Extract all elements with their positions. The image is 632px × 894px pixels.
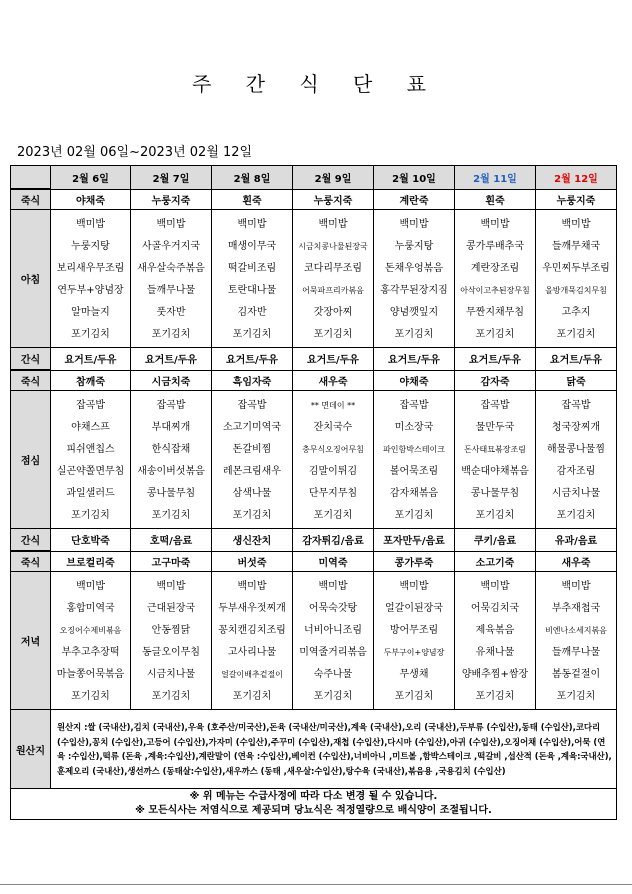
- meal-cell: [131, 391, 212, 529]
- menu-item: 들깨무채국: [551, 241, 601, 252]
- menu-item: 백미밥: [237, 219, 267, 230]
- meal-cell: [212, 210, 293, 348]
- menu-item: 알마늘지: [71, 307, 110, 318]
- meal-cell: [455, 391, 536, 529]
- menu-item: 해물콩나물찜: [547, 444, 605, 455]
- porridge-cell: 콩가루죽: [374, 551, 455, 572]
- meal-cell: [293, 391, 374, 529]
- afternoon-snack-row: [11, 529, 617, 552]
- snack-cell: 요거트/두유: [455, 348, 536, 371]
- snack-cell: 유과/음료: [536, 529, 617, 552]
- menu-item: 무짠지채무침: [466, 307, 524, 318]
- menu-item: 백미밥: [318, 219, 348, 230]
- corner-cell: [11, 166, 51, 190]
- menu-item: 포기김치: [394, 691, 434, 702]
- snack-cell: 쿠키/음료: [455, 529, 536, 552]
- menu-item: 백미밥: [399, 581, 429, 592]
- menu-item: 올방개묵김치무침: [545, 286, 607, 295]
- porridge-cell: 누룽지죽: [131, 189, 212, 210]
- snack-cell: 호떡/음료: [131, 529, 212, 552]
- menu-item: 미역줄거리볶음: [299, 647, 367, 658]
- menu-item: 백미밥: [480, 581, 510, 592]
- menu-item: 동글오이무침: [142, 647, 200, 658]
- menu-item: 어묵파프리카볶음: [302, 286, 364, 295]
- menu-item: 포기김치: [151, 510, 191, 521]
- menu-item: 백순대야채볶음: [461, 466, 529, 477]
- menu-item: 포기김치: [151, 329, 191, 340]
- porridge-cell: 참깨죽: [51, 370, 131, 391]
- menu-item: 어묵숙갓탕: [308, 603, 358, 614]
- menu-item: 백미밥: [561, 219, 591, 230]
- snack-cell: 생신잔치: [212, 529, 293, 552]
- menu-item: 홍각무된장지짐: [380, 285, 448, 296]
- menu-item: 포기김치: [556, 510, 596, 521]
- menu-item: 근대된장국: [146, 603, 196, 614]
- menu-item: 과일샐러드: [66, 488, 115, 499]
- menu-item: 매생이무국: [227, 241, 277, 252]
- meal-cell: [51, 210, 131, 348]
- lunch-row: [11, 391, 617, 529]
- menu-item: 포기김치: [556, 691, 596, 702]
- menu-item: 계란장조림: [470, 263, 520, 274]
- row-label: 원산지: [11, 710, 51, 789]
- row-label: 저녁: [11, 572, 51, 710]
- meal-cell: [293, 572, 374, 710]
- menu-item: 파인함박스테이크: [383, 445, 445, 454]
- menu-item: 김말이튀김: [308, 466, 358, 477]
- menu-item: 콩나물무침: [470, 488, 520, 499]
- menu-item: 안동찜닭: [151, 625, 191, 636]
- menu-item: 포기김치: [394, 329, 434, 340]
- menu-item: 볼어묵조림: [389, 466, 439, 477]
- menu-item: 오징어수제비볶음: [59, 626, 122, 635]
- porridge-cell: 누룽지죽: [536, 189, 617, 210]
- snack-cell: 단호박죽: [51, 529, 131, 552]
- menu-item: 잡곡밥: [76, 400, 105, 411]
- note-line: ※ 모든식사는 저염식으로 제공되며 당뇨식은 적정열량으로 배식양이 조절됩니다.: [135, 805, 492, 816]
- porridge-cell: 흑임자죽: [212, 370, 293, 391]
- snack-cell: 요거트/두유: [212, 348, 293, 371]
- snack-cell: 감자튀김/음료: [293, 529, 374, 552]
- snack-cell: 요거트/두유: [51, 348, 131, 371]
- meal-cell: [374, 572, 455, 710]
- snack-cell: 요거트/두유: [131, 348, 212, 371]
- snack-cell: 요거트/두유: [293, 348, 374, 371]
- menu-item: 숙주나물: [313, 669, 353, 680]
- day-header: 2월 10일: [374, 166, 455, 190]
- day-header: 2월 7일: [131, 166, 212, 190]
- menu-item: 시금치콩나물된장국: [298, 242, 368, 251]
- menu-item: 사골우거지국: [142, 241, 200, 252]
- menu-item: 감자조림: [556, 466, 596, 477]
- menu-item: 꽁치캔김치조림: [218, 625, 286, 636]
- meal-cell: [212, 572, 293, 710]
- dinner-row: [11, 572, 617, 710]
- menu-item: 포기김치: [151, 691, 191, 702]
- row-label: 아침: [11, 210, 51, 348]
- menu-item: 콩나물무침: [146, 488, 196, 499]
- dinner-porridge-row: [11, 551, 617, 572]
- meal-cell: [51, 572, 131, 710]
- menu-item: 제육볶음: [475, 625, 515, 636]
- porridge-cell: 누룽지죽: [293, 189, 374, 210]
- snack-cell: 포자만두/음료: [374, 529, 455, 552]
- menu-item: 누룽지탕: [71, 241, 110, 252]
- menu-item: 백미밥: [561, 581, 591, 592]
- menu-item: 포기김치: [313, 691, 353, 702]
- menu-item: 청국장찌개: [551, 422, 601, 433]
- header-row: [11, 166, 617, 190]
- porridge-cell: 미역죽: [293, 551, 374, 572]
- menu-item: 잡곡밥: [480, 400, 510, 411]
- porridge-cell: 흰죽: [212, 189, 293, 210]
- menu-item: 감자채볶음: [389, 488, 439, 499]
- lunch-porridge-row: [11, 370, 617, 391]
- menu-item: 무생채: [399, 669, 429, 680]
- menu-item: 풋자반: [156, 307, 186, 318]
- menu-item: 포기김치: [313, 510, 353, 521]
- menu-item: 부대찌개: [151, 422, 191, 433]
- menu-item: 시금치나물: [146, 669, 196, 680]
- menu-item: 얼갈이배추겉절이: [221, 670, 283, 679]
- row-label: 간식: [11, 348, 51, 371]
- menu-item: 방어무조림: [389, 625, 439, 636]
- menu-item: 백미밥: [156, 581, 186, 592]
- menu-item: 백미밥: [480, 219, 510, 230]
- day-header: 2월 9일: [293, 166, 374, 190]
- menu-item: 비엔나소세지볶음: [545, 626, 607, 635]
- note-line: ※ 위 메뉴는 수급사정에 따라 다소 변경 될 수 있습니다.: [189, 791, 438, 802]
- porridge-cell: 시금치죽: [131, 370, 212, 391]
- menu-item: ** 면데이 **: [310, 401, 356, 410]
- menu-item: 홍합미역국: [66, 603, 115, 614]
- meal-cell: [536, 572, 617, 710]
- porridge-cell: 브로컬리죽: [51, 551, 131, 572]
- menu-item: 잡곡밥: [399, 400, 429, 411]
- menu-item: 단무지무침: [308, 488, 358, 499]
- menu-item: 백미밥: [76, 219, 105, 230]
- menu-item: 포기김치: [232, 691, 272, 702]
- menu-item: 두부새우젓찌개: [218, 603, 286, 614]
- menu-item: 아삭이고추된장무침: [460, 286, 530, 295]
- menu-item: 잔치국수: [313, 422, 353, 433]
- breakfast-row: [11, 210, 617, 348]
- porridge-cell: 새우죽: [293, 370, 374, 391]
- menu-item: 보리새우무조림: [56, 263, 125, 274]
- menu-item: 백미밥: [76, 581, 105, 592]
- menu-item: 연두부+양념장: [57, 285, 124, 296]
- menu-item: 포기김치: [475, 510, 515, 521]
- menu-item: 삼색나물: [232, 488, 272, 499]
- row-label: 죽식: [11, 551, 51, 572]
- notes-row: [11, 789, 617, 820]
- menu-item: 백미밥: [156, 219, 186, 230]
- menu-item: 우민찌두부조림: [542, 263, 610, 274]
- meal-cell: [536, 210, 617, 348]
- menu-item: 포기김치: [394, 510, 434, 521]
- menu-item: 백미밥: [318, 581, 348, 592]
- menu-item: 레몬크림새우: [223, 466, 281, 477]
- meal-cell: [212, 391, 293, 529]
- meal-cell: [536, 391, 617, 529]
- menu-item: 갓장아찌: [313, 307, 353, 318]
- porridge-cell: 소고기죽: [455, 551, 536, 572]
- meal-cell: [131, 210, 212, 348]
- menu-item: 들깨무나물: [551, 647, 601, 658]
- notes-cell: [11, 789, 617, 820]
- menu-item: 소고기미역국: [223, 422, 281, 433]
- menu-item: 충무식오징어무침: [302, 445, 364, 454]
- menu-item: 새우살숙주볶음: [137, 263, 205, 274]
- menu-item: 토란대나물: [227, 285, 277, 296]
- day-header-sunday: 2월 12일: [536, 166, 617, 190]
- date-range: 2023년 02월 06일~2023년 02월 12일: [17, 145, 253, 160]
- menu-item: 백미밥: [399, 219, 429, 230]
- menu-item: 야채스프: [71, 422, 110, 433]
- porridge-cell: 계란죽: [374, 189, 455, 210]
- meal-cell: [293, 210, 374, 348]
- menu-item: 포기김치: [71, 691, 110, 702]
- menu-item: 코다리무조림: [304, 263, 362, 274]
- row-label: 간식: [11, 529, 51, 552]
- meal-cell: [455, 210, 536, 348]
- menu-item: 미소장국: [394, 422, 434, 433]
- menu-item: 마늘쫑어묵볶음: [56, 669, 125, 680]
- breakfast-porridge-row: [11, 189, 617, 210]
- meal-cell: [455, 572, 536, 710]
- day-header: 2월 8일: [212, 166, 293, 190]
- menu-item: 양념깻잎지: [389, 307, 439, 318]
- snack-cell: 요거트/두유: [536, 348, 617, 371]
- menu-item: 포기김치: [232, 510, 272, 521]
- row-label: 점심: [11, 391, 51, 529]
- morning-snack-row: [11, 348, 617, 371]
- menu-item: 고추지: [561, 307, 591, 318]
- menu-item: 시금치나물: [551, 488, 601, 499]
- menu-item: 포기김치: [556, 329, 596, 340]
- menu-item: 부추재첩국: [551, 603, 601, 614]
- menu-item: 피쉬앤칩스: [66, 444, 115, 455]
- page-bottom-rule: [0, 884, 632, 885]
- weekly-menu-table: [10, 165, 617, 820]
- menu-item: 얼갈이된장국: [385, 603, 443, 614]
- snack-cell: 요거트/두유: [374, 348, 455, 371]
- menu-item: 부추고추장떡: [61, 647, 120, 658]
- porridge-cell: 흰죽: [455, 189, 536, 210]
- menu-item: 너비아니조림: [304, 625, 362, 636]
- menu-item: 백미밥: [237, 581, 267, 592]
- menu-item: 새송이버섯볶음: [137, 466, 205, 477]
- menu-item: 어묵김치국: [470, 603, 520, 614]
- page-title: 주 간 식 단 표: [191, 72, 441, 96]
- meal-cell: [131, 572, 212, 710]
- menu-item: 포기김치: [475, 329, 515, 340]
- menu-item: 실곤약쫄면무침: [56, 466, 125, 477]
- menu-item: 돈사태묘볶장조림: [464, 445, 526, 454]
- menu-item: 한식잡채: [151, 444, 191, 455]
- menu-item: 콩가루배추국: [466, 241, 524, 252]
- menu-item: 포기김치: [71, 510, 110, 521]
- day-header: 2월 6일: [51, 166, 131, 190]
- porridge-cell: 새우죽: [536, 551, 617, 572]
- menu-item: 고사리나물: [227, 647, 277, 658]
- menu-item: 김자반: [237, 307, 267, 318]
- porridge-cell: 고구마죽: [131, 551, 212, 572]
- menu-item: 들깨무나물: [146, 285, 196, 296]
- row-label: 죽식: [11, 370, 51, 391]
- menu-item: 포기김치: [71, 329, 110, 340]
- menu-item: 포기김치: [475, 691, 515, 702]
- menu-item: 포기김치: [232, 329, 272, 340]
- menu-item: 떡갈비조림: [227, 263, 277, 274]
- origin-row: [11, 710, 617, 789]
- meal-cell: [51, 391, 131, 529]
- porridge-cell: 야채죽: [374, 370, 455, 391]
- menu-item: 양배추찜+쌈장: [461, 669, 529, 680]
- porridge-cell: 닭죽: [536, 370, 617, 391]
- menu-item: 잡곡밥: [561, 400, 591, 411]
- menu-item: 누룽지탕: [394, 241, 434, 252]
- day-header-saturday: 2월 11일: [455, 166, 536, 190]
- porridge-cell: 감자죽: [455, 370, 536, 391]
- row-label: 죽식: [11, 189, 51, 210]
- origin-text: 원산지 :쌀 (국내산),김치 (국내산),우육 (호주산/미국산),돈육 (국내산/미국산),계육 (국내산),오리 (국내산),두부류 (수입산),동태 (수입산),코다리 (수입산),꽁치 (수입산),고등어 (수입산),가자미 (수입산),주꾸미 (수입산),재첩 (수입산),다시마 (수입산),아귀 (수입산),오징어채 (수입산),어묵 (연육 :수입산),떡류 (돈육 ,계육:수입산),계란말이 (연육 :수입산),베이컨 (수입산),너비아니 ,미트볼 ,함박스테이크 ,떡갈비 ,섭산적 (돈육 ,계육:국내산),훈제오리 (국내산),생선까스 (동태살:수입산),새우까스 (동태 ,새우살:수입산),탕수육 (국내산),볶음용 ,국용김치 (수입산): [51, 710, 617, 789]
- menu-item: 돈채우엉볶음: [385, 263, 443, 274]
- menu-item: 봄동겉절이: [551, 669, 601, 680]
- menu-item: 유채나물: [475, 647, 515, 658]
- meal-cell: [374, 391, 455, 529]
- menu-item: 포기김치: [313, 329, 353, 340]
- porridge-cell: 야채죽: [51, 189, 131, 210]
- meal-cell: [374, 210, 455, 348]
- menu-item: 두부구이+양념장: [383, 648, 445, 657]
- menu-item: 돈갈비찜: [232, 444, 272, 455]
- porridge-cell: 버섯죽: [212, 551, 293, 572]
- menu-item: 잡곡밥: [156, 400, 186, 411]
- menu-item: 물만두국: [475, 422, 515, 433]
- menu-item: 잡곡밥: [237, 400, 267, 411]
